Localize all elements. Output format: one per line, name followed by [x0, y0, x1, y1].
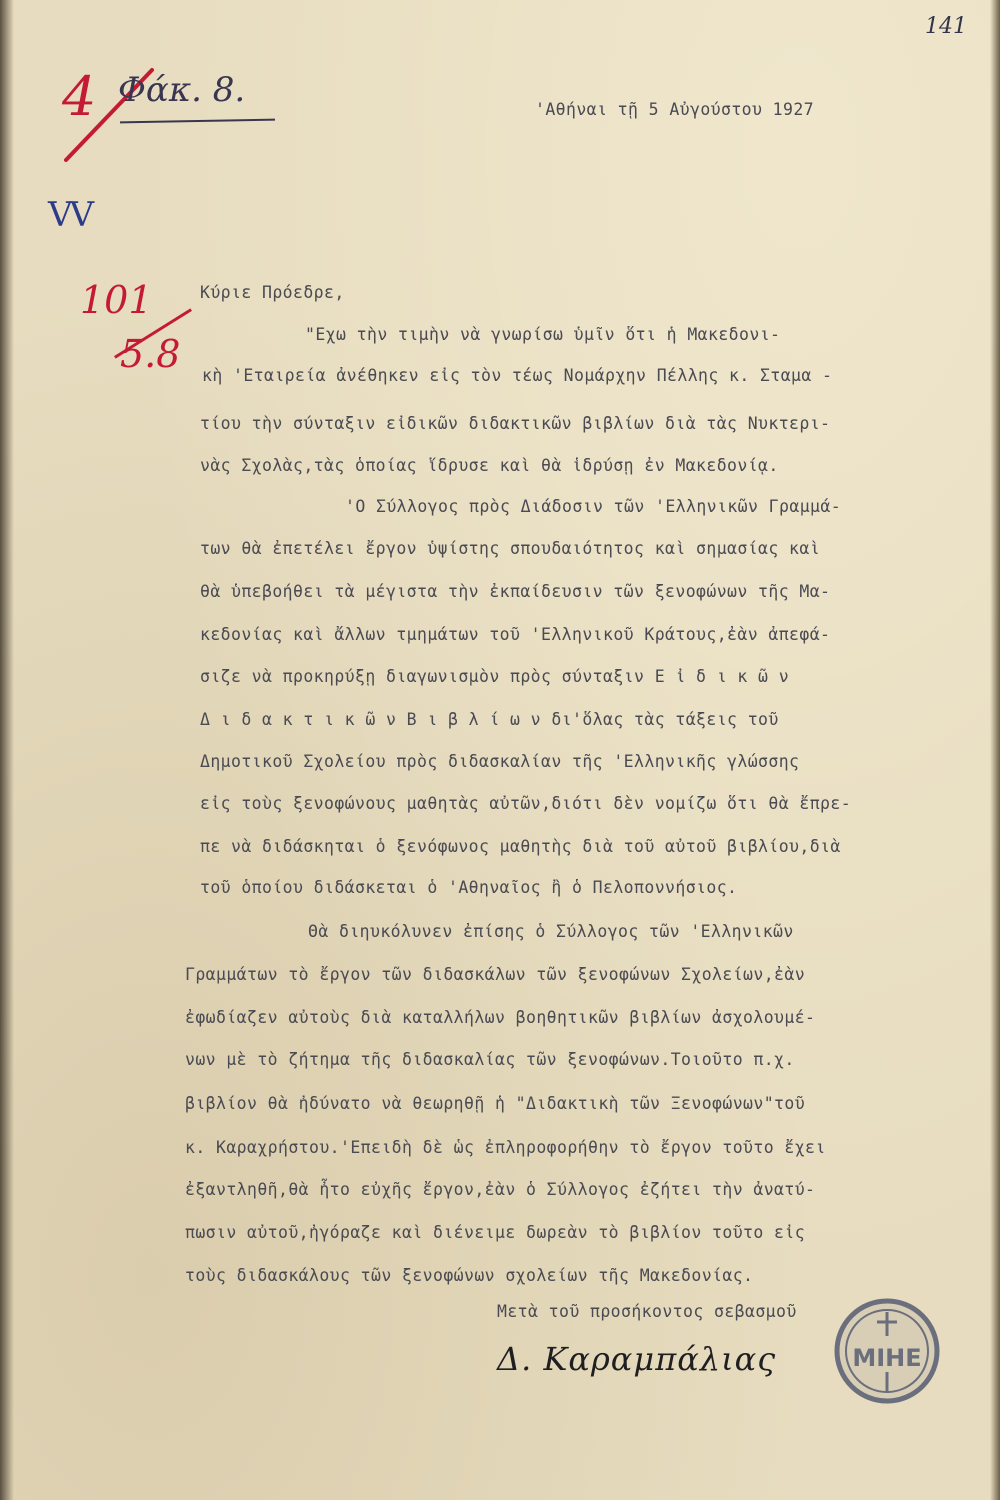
body-line: Θὰ διηυκόλυνεν ἐπίσης ὁ Σύλλογος τῶν 'Ελληνικῶν — [308, 922, 794, 941]
salutation: Κύριε Πρόεδρε, — [200, 283, 345, 302]
body-line: πωσιν αὐτοῦ,ἠγόραζε καὶ διένειμε δωρεὰν τὸ βιβλίον τοῦτο εἰς — [185, 1223, 806, 1242]
body-line: τοῦ ὁποίου διδάσκεται ὁ 'Αθηναῖος ἢ ὁ Πελοποννήσιος. — [200, 878, 738, 897]
page-edge-right — [990, 0, 1000, 1500]
closing-formula: Μετὰ τοῦ προσήκοντος σεβασμοῦ — [497, 1302, 797, 1321]
body-line: νὰς Σχολὰς,τὰς ὁποίας ἵδρυσε καὶ θὰ ἱδρύσῃ ἐν Μακεδονίᾳ. — [200, 456, 779, 475]
body-line: Γραμμάτων τὸ ἔργον τῶν διδασκάλων τῶν ξενοφώνων Σχολείων,ἐὰν — [185, 965, 806, 984]
body-line: εἰς τοὺς ξενοφώνους μαθητὰς αὐτῶν,διότι δὲν νομίζω ὅτι θὰ ἔπρε- — [200, 794, 852, 813]
red-number-top: 101 — [80, 278, 153, 322]
body-line: ἐφωδίαζεν αὐτοὺς διὰ καταλλήλων βοηθητικῶν βιβλίων ἀσχολουμέ- — [185, 1008, 816, 1027]
body-line: κεδονίας καὶ ἄλλων τμημάτων τοῦ 'Ελληνικοῦ Κράτους,ἐὰν ἀπεφά- — [200, 625, 831, 644]
page-edge-left — [0, 0, 14, 1500]
body-line: Δ ι δ α κ τ ι κ ῶ ν Β ι β λ ί ω ν δι'ὅλας τὰς τάξεις τοῦ — [200, 710, 779, 729]
shelfmark: Φάκ. 8. — [118, 70, 246, 110]
body-line: 'Ο Σύλλογος πρὸς Διάδοσιν τῶν 'Ελληνικῶν Γραμμά- — [345, 497, 842, 516]
body-line: νων μὲ τὸ ζήτημα τῆς διδασκαλίας τῶν ξενοφώνων.Τοιοῦτο π.χ. — [185, 1050, 795, 1069]
red-margin-annotation — [70, 270, 200, 400]
body-line: Δημοτικοῦ Σχολείου πρὸς διδασκαλίαν τῆς 'Ελληνικῆς γλώσσης — [200, 752, 800, 771]
stamp-lettering: ΜΙΗΕ — [852, 1344, 922, 1372]
body-line: σιζε νὰ προκηρύξῃ διαγωνισμὸν πρὸς σύνταξιν Ε ἰ δ ι κ ῶ ν — [200, 667, 790, 686]
body-line: τίου τὴν σύνταξιν εἰδικῶν διδακτικῶν βιβλίων διὰ τὰς Νυκτερι- — [200, 414, 831, 433]
archive-stamp — [832, 1296, 942, 1406]
body-line: κ. Καραχρήστου.'Επειδὴ δὲ ὡς ἐπληροφορήθην τὸ ἔργον τοῦτο ἔχει — [185, 1138, 826, 1157]
body-line: τοὺς διδασκάλους τῶν ξενοφώνων σχολείων τῆς Μακεδονίας. — [185, 1266, 754, 1285]
blue-initials-mark: VV — [48, 195, 92, 235]
body-line: κὴ 'Εταιρεία ἀνέθηκεν εἰς τὸν τέως Νομάρχην Πέλλης κ. Σταμα - — [202, 366, 833, 385]
body-line: ἐξαντληθῆ,θὰ ἦτο εὐχῆς ἔργον,ἐὰν ὁ Σύλλογος ἐζήτει τὴν ἀνατύ- — [185, 1180, 816, 1199]
body-line: "Εχω τὴν τιμὴν νὰ γνωρίσω ὑμῖν ὅτι ἡ Μακεδονι- — [305, 325, 781, 344]
red-number-bottom: 5.8 — [120, 332, 181, 376]
folio-number: 141 — [925, 14, 967, 39]
body-line: των θὰ ἐπετέλει ἔργον ὑψίστης σπουδαιότητος καὶ σημασίας καὶ — [200, 539, 821, 558]
body-line: βιβλίον θὰ ἠδύνατο νὰ θεωρηθῇ ἡ "Διδακτικὴ τῶν Ξενοφώνων"τοῦ — [185, 1094, 806, 1113]
body-line: πε νὰ διδάσκηται ὁ ξενόφωνος μαθητὴς διὰ τοῦ αὐτοῦ βιβλίου,διὰ — [200, 837, 841, 856]
place-date-line: 'Αθήναι τῇ 5 Αὐγούστου 1927 — [535, 100, 815, 119]
handwritten-signature: Δ. Καραμπάλιας — [497, 1340, 777, 1378]
body-line: θὰ ὑπεβοήθει τὰ μέγιστα τὴν ἐκπαίδευσιν τῶν ξενοφώνων τῆς Μα- — [200, 582, 831, 601]
red-digit-mark: 4 — [62, 65, 97, 128]
